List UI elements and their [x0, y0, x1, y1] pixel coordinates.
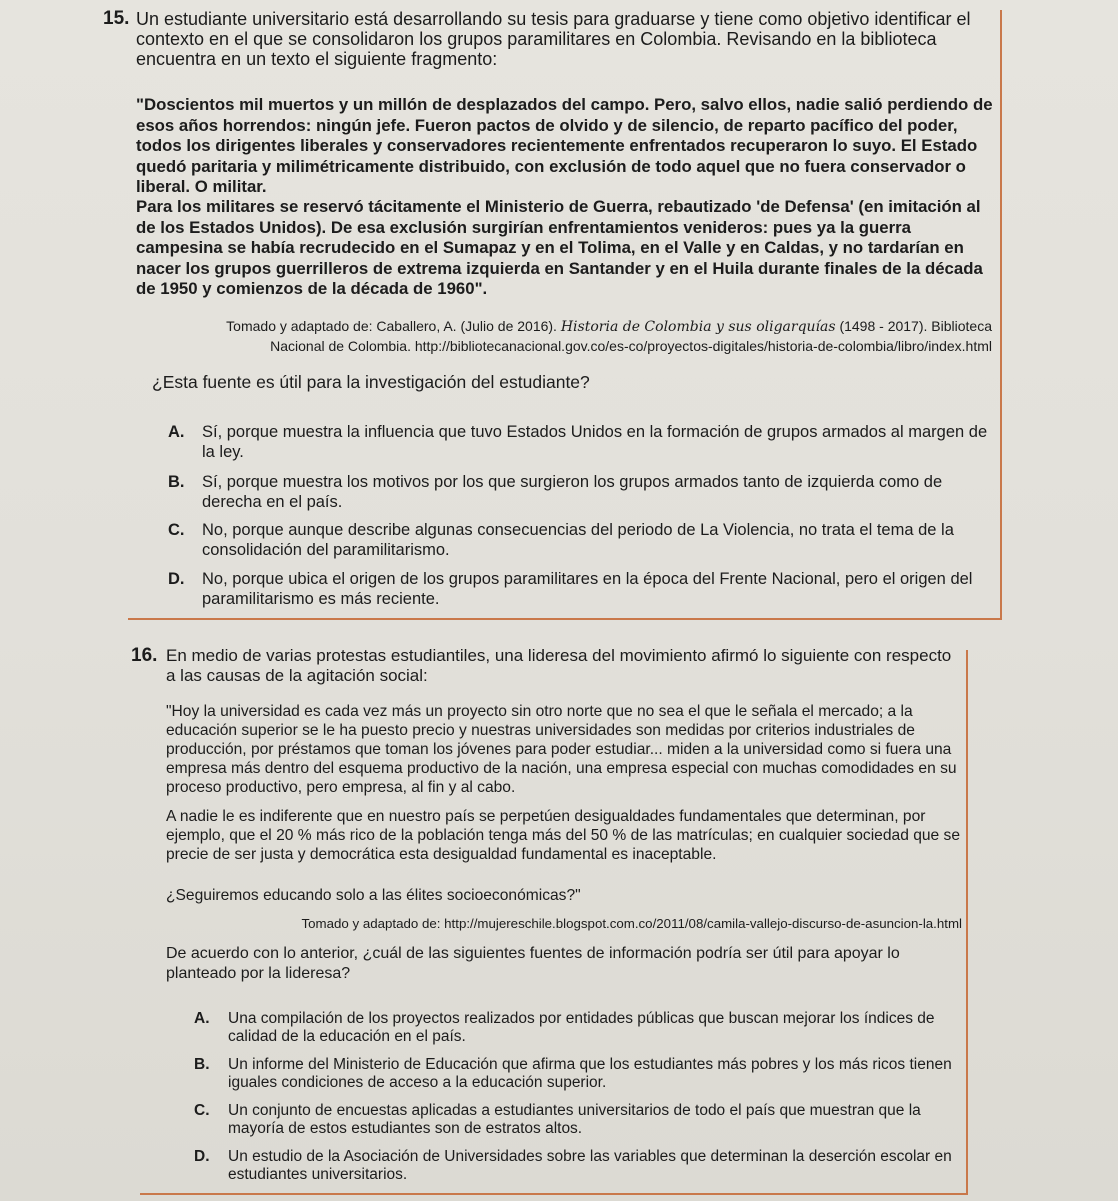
option-text: Un conjunto de encuestas aplicadas a estudiantes universitarios de todo el país que muestran que la mayoría de estos estudiantes son de estratos altos.	[228, 1102, 921, 1137]
q15-option-d[interactable]	[168, 569, 992, 609]
option-text: No, porque aunque describe algunas consecuencias del periodo de La Violencia, no trata el tema de la consolidación del paramilitarismo.	[202, 521, 954, 559]
bottom-rule	[140, 1193, 968, 1195]
q15-option-a[interactable]	[168, 422, 992, 462]
q16-option-b[interactable]	[194, 1056, 963, 1092]
q15-source-prefix: Tomado y adaptado de: Caballero, A. (Julio de 2016).	[226, 318, 561, 334]
q16-quote-paragraph-1: "Hoy la universidad es cada vez más un proyecto sin otro norte que no sea el que le señala el mercado; a la educación superior se le ha puesto precio y nuestras universidades son medidas por criterios industriales de producción, por préstamos que toman los jóvenes para poder estudiar... miden a la universidad como si fuera una empresa más dentro del esquema productivo de la nación, una empresa especial con muchas comodidades en su proceso productivo, pero empresa, al fin y al cabo.	[166, 703, 957, 796]
q15-source-suffix: (1498 - 2017). Biblioteca Nacional de Colombia. http://bibliotecanacional.gov.co/es-co/proyectos-digitales/historia-de-colombia/libro/index.html	[270, 318, 992, 354]
q16-quote-paragraph-2: A nadie le es indiferente que en nuestro país se perpetúen desigualdades fundamentales que determinan, por ejemplo, que el 20 % más rico de la población tenga más del 50 % de las matrículas; en cualquier sociedad que se precie de ser justa y democrática esta desigualdad fundamental es inaceptable.	[166, 808, 961, 863]
q15-quote-paragraph-1: "Doscientos mil muertos y un millón de desplazados del campo. Pero, salvo ellos, nadie salió perdiendo de esos años horrendos: ningún jefe. Fueron pactos de olvido y de silencio, de reparto pacífico del poder, todos los dirigentes liberales y conservadores recientemente enfrentados recuperaron lo suyo. El Estado quedó paritaria y milimétricamente distribuido, con exclusión de todo aquel que no fuera conservador o liberal. O militar.	[136, 95, 993, 196]
option-text: Un estudio de la Asociación de Universidades sobre las variables que determinan la deserción escolar en estudiantes universitarios.	[228, 1148, 952, 1183]
question-number-16: 16.	[131, 645, 158, 666]
question-16-stem: En medio de varias protestas estudiantiles, una lideresa del movimiento afirmó lo siguiente con respecto a las causas de la agitación social:	[166, 646, 952, 685]
option-letter: A.	[194, 1010, 210, 1027]
option-letter: A.	[168, 423, 185, 441]
q16-option-a[interactable]	[194, 1010, 963, 1046]
q15-option-c[interactable]	[168, 520, 992, 560]
option-letter: C.	[168, 521, 185, 539]
right-margin-rule-q16	[966, 650, 968, 1195]
q16-option-c[interactable]	[194, 1102, 963, 1138]
q15-question: ¿Esta fuente es útil para la investigación del estudiante?	[152, 372, 590, 392]
q16-quote-closing: ¿Seguiremos educando solo a las élites socioeconómicas?"	[166, 887, 581, 904]
option-letter: D.	[168, 570, 185, 588]
question-number-15: 15.	[103, 8, 130, 29]
q15-source-citation	[190, 317, 992, 356]
option-text: Sí, porque muestra los motivos por los que surgieron los grupos armados tanto de izquierda como de derecha en el país.	[202, 473, 943, 511]
option-letter: B.	[168, 473, 185, 491]
divider-rule	[128, 618, 1002, 620]
q16-source-citation: Tomado y adaptado de: http://mujereschile.blogspot.com.co/2011/08/camila-vallejo-discurso-de-asuncion-la.html	[301, 916, 962, 931]
option-letter: B.	[194, 1056, 210, 1073]
option-text: No, porque ubica el origen de los grupos paramilitares en la época del Frente Nacional, pero el origen del paramilitarismo es más reciente.	[202, 570, 973, 608]
option-text: Sí, porque muestra la influencia que tuvo Estados Unidos en la formación de grupos armados al margen de la ley.	[202, 423, 988, 461]
q15-source-title: Historia de Colombia y sus oligarquías	[560, 319, 836, 335]
option-text: Un informe del Ministerio de Educación que afirma que los estudiantes más pobres y los más ricos tienen iguales condiciones de acceso a la educación superior.	[228, 1056, 952, 1091]
question-15-stem: Un estudiante universitario está desarrollando su tesis para graduarse y tiene como objetivo identificar el contexto en el que se consolidaron los grupos paramilitares en Colombia. Revisando en la biblioteca encuentra en un texto el siguiente fragmento:	[136, 9, 971, 69]
right-margin-rule-q15	[1000, 10, 1002, 618]
q15-quote-paragraph-2: Para los militares se reservó tácitamente el Ministerio de Guerra, rebautizado 'de Defensa' (en imitación al de los Estados Unidos). De esa exclusión surgirían enfrentamientos venideros: pues ya la guerra campesina se había recrudecido en el Sumapaz y en el Tolima, en el Valle y en Caldas, y no tardarían en nacer los grupos guerrilleros de extrema izquierda en Santander y en el Huila durante finales de la década de 1950 y comienzos de la década de 1960".	[136, 197, 983, 298]
q15-option-b[interactable]	[168, 472, 992, 512]
q16-option-d[interactable]	[194, 1148, 963, 1184]
option-letter: C.	[194, 1102, 210, 1119]
option-text: Una compilación de los proyectos realizados por entidades públicas que buscan mejorar los índices de calidad de la educación en el país.	[228, 1010, 935, 1045]
option-letter: D.	[194, 1148, 210, 1165]
q16-question: De acuerdo con lo anterior, ¿cuál de las siguientes fuentes de información podría ser útil para apoyar lo planteado por la lideresa?	[166, 945, 900, 982]
